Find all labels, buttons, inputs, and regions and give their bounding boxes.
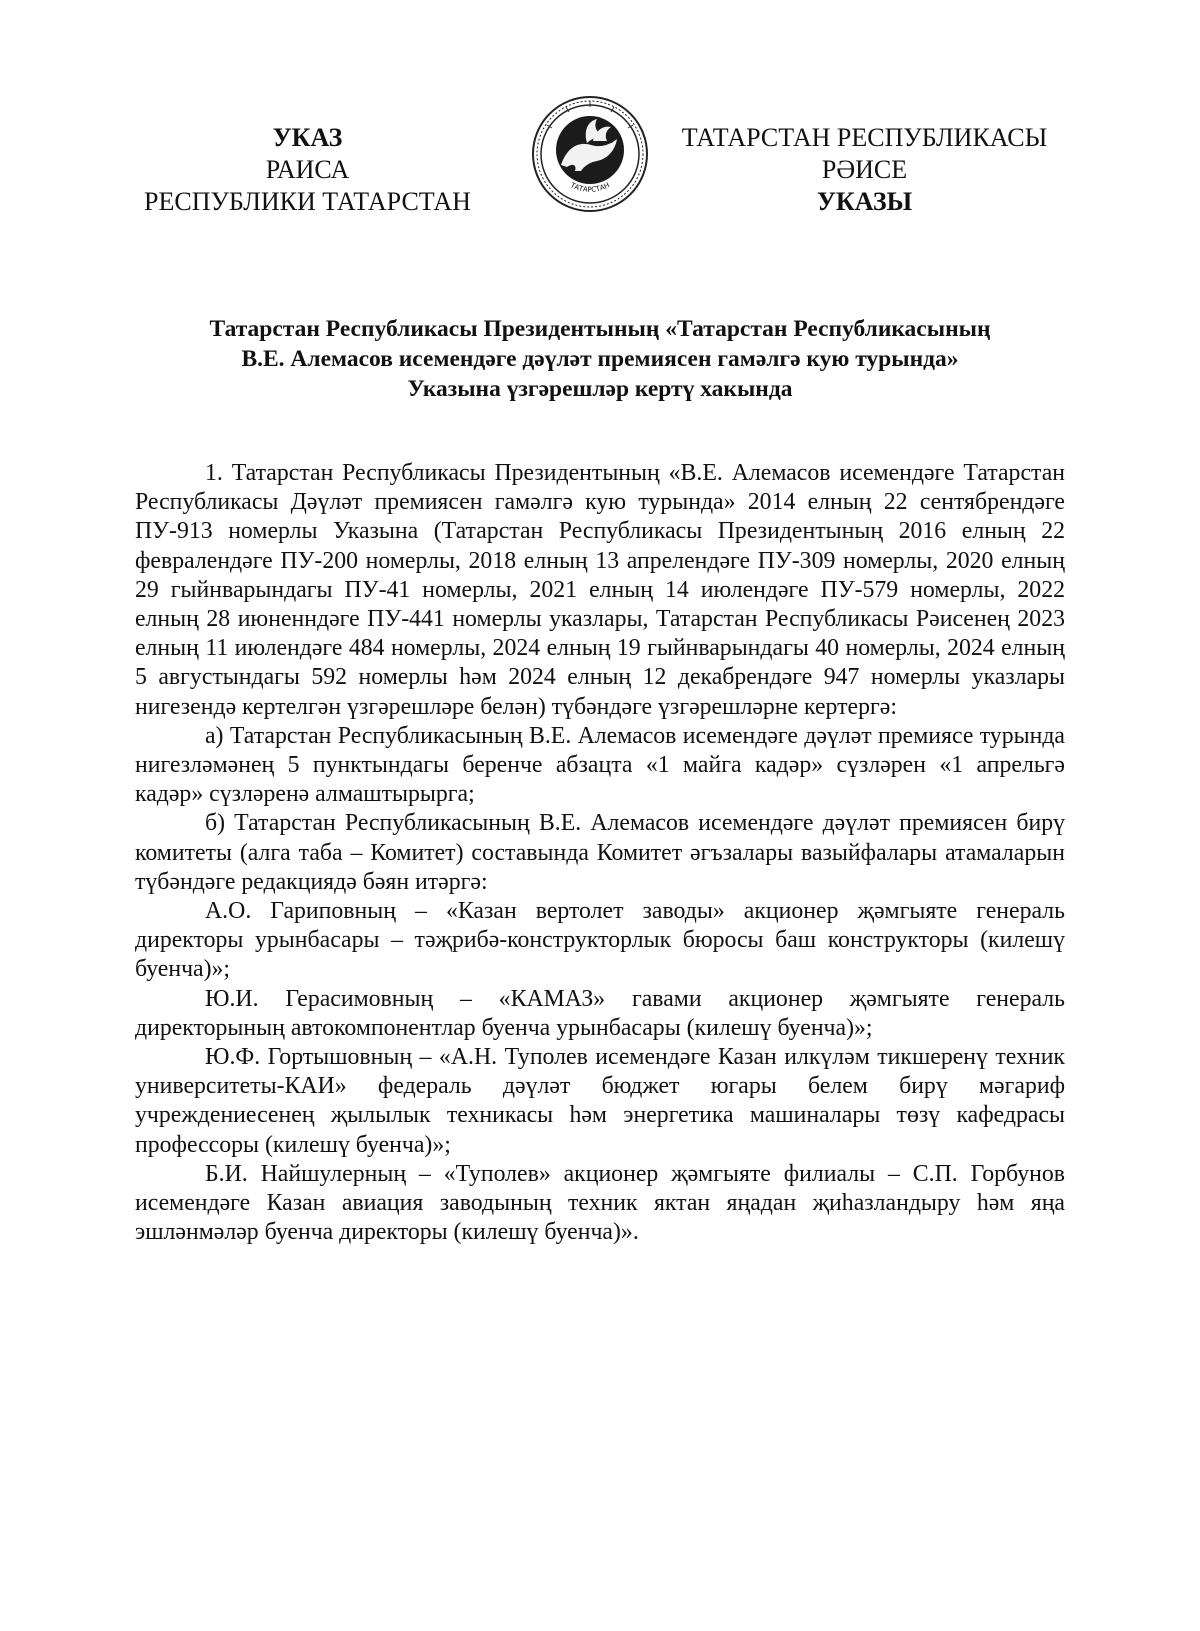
title-line-3: Указына үзгәрешләр кертү хакында	[407, 376, 793, 402]
tatarstan-coat-of-arms-icon	[531, 95, 649, 213]
header-right-title: УКАЗЫ	[816, 187, 913, 216]
paragraph-4: А.О. Гариповның – «Казан вертолет заводы» акционер җәмгыяте генераль директоры урынбасары – тәҗрибә-конструкторлык бюросы баш конструкторы (килешү буенча)»;	[135, 898, 1065, 983]
paragraph-3: б) Татарстан Республикасының В.Е. Алемасов исемендәге дәүләт премиясен бирү комитеты (алга таба – Комитет) составында Комитет әгъзалары вазыйфалары атамаларын түбәндәге редакциядә бәян итәргә:	[135, 810, 1065, 895]
header-right-subtitle: РӘИСЕ	[821, 155, 908, 184]
title-line-1: Татарстан Республикасы Президентының «Татарстан Республикасының	[209, 316, 991, 342]
paragraph-5: Ю.И. Герасимовның – «КАМАЗ» гавами акционер җәмгыяте генераль директорының автокомпонентлар буенча урынбасары (килешү буенча)»;	[135, 985, 1065, 1041]
header-right-republic: ТАТАРСТАН РЕСПУБЛИКАСЫ	[681, 123, 1048, 152]
document-title	[120, 314, 1080, 404]
header-left-republic: РЕСПУБЛИКИ ТАТАРСТАН	[144, 187, 471, 216]
paragraph-6: Ю.Ф. Гортышовның – «А.Н. Туполев исемендәге Казан илкүләм тикшеренү техник университеты-КАИ» федераль дәүләт бюджет югары белем бирү мәгариф учреждениесенең җылылык техникасы һәм энергетика машиналары төзү кафедрасы профессоры (килешү буенча)»;	[135, 1044, 1065, 1158]
paragraph-2: а) Татарстан Республикасының В.Е. Алемасов исемендәге дәүләт премиясе турында нигезләмәнең 5 пунктындагы беренче абзацта «1 майга кадәр» сүзләрен «1 апрельгә кадәр» сүзләренә алмаштырырга;	[135, 722, 1065, 808]
emblem-ring-text: ТАТАРСТАН	[569, 181, 611, 194]
header-left-block	[120, 122, 495, 218]
header-left-title: УКАЗ	[272, 123, 343, 152]
paragraph-1: 1. Татарстан Республикасы Президентының «В.Е. Алемасов исемендәге Татарстан Республикасы Дәүләт премиясен гамәлгә кую турында» 2014 елның 22 сентябрендәге ПУ-913 номерлы Указына (Татарстан Республикасы Президентының 2016 елның 22 февралендәге ПУ-200 номерлы, 2018 елның 13 апрелендәге ПУ-309 номерлы, 2020 елның 29 гыйнварындагы ПУ-41 номерлы, 2021 елның 14 июлендәге ПУ-579 номерлы, 2022 елның 28 июненндәге ПУ-441 номерлы указлары, Татарстан Республикасы Рәисенең 2023 елның 11 июлендәге 484 номерлы, 2024 елның 19 гыйнварындагы 40 номерлы, 2024 елның 5 августындагы 592 номерлы һәм 2024 елның 12 декабрендәге 947 номерлы указлары нигезендә кертелгән үзгәрешләре белән) түбәндәге үзгәрешләрне кертергә:	[135, 460, 1065, 720]
document-body	[135, 459, 1065, 1247]
header-right-block	[668, 122, 1061, 218]
paragraph-7: Б.И. Найшулерның – «Туполев» акционер җәмгыяте филиалы – С.П. Горбунов исемендәге Казан авиация заводының техник яктан яңадан җиһазландыру һәм яңа эшләнмәләр буенча директоры (килешү буенча)».	[135, 1160, 1065, 1246]
title-line-2: В.Е. Алемасов исемендәге дәүләт премиясен гамәлгә кую турында»	[241, 346, 959, 372]
header-left-subtitle: РАИСА	[265, 155, 350, 184]
